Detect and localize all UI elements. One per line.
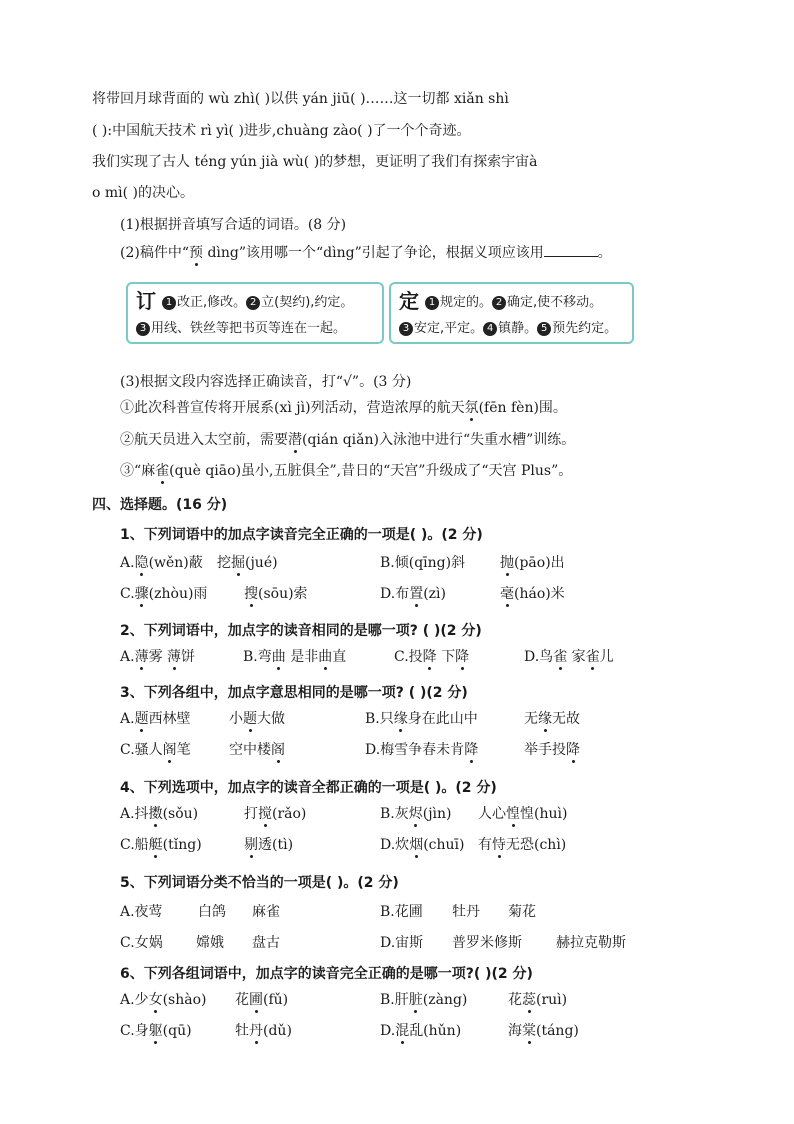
- text-span: C.船: [120, 837, 149, 853]
- text-span: 打: [244, 806, 258, 822]
- question-2-stem: 2、下列词语中，加点字的读音相同的是哪一项? ( )(2 分): [120, 623, 482, 639]
- text-span: 无: [524, 711, 538, 727]
- text-span: A.抖: [120, 806, 149, 822]
- text-span: D.: [380, 1023, 396, 1039]
- text-span: 小: [229, 711, 243, 727]
- passage-line-2: ( ):中国航天技术 rì yì( )进步,chuàng zào( )了一个个奇迹。: [92, 123, 471, 139]
- q4-option-a-word2: [244, 804, 306, 824]
- text-span: 笔: [176, 742, 191, 758]
- q3-option-d[interactable]: [365, 740, 478, 760]
- q3-option-d-word2: [524, 740, 580, 760]
- q5-option-a[interactable]: [120, 902, 163, 922]
- q2-option-c[interactable]: [394, 647, 469, 667]
- q4-option-c[interactable]: [120, 835, 202, 855]
- q5-option-a-word2: 白鸽: [198, 904, 226, 920]
- text-span: (sǒu): [162, 806, 199, 822]
- q1-option-c-word2: [244, 584, 308, 604]
- sense-number-icon: 3: [136, 322, 150, 336]
- entry-head: 订: [136, 289, 156, 313]
- q4-option-b-word2: [478, 804, 567, 824]
- q5-option-d[interactable]: [380, 933, 423, 953]
- q3-option-b-word2: [524, 709, 580, 729]
- dotted-char: 置: [409, 586, 424, 602]
- dotted-char: 蕊: [522, 992, 536, 1008]
- dotted-char: 降: [455, 649, 470, 665]
- text-span: D.宙斯: [380, 935, 424, 951]
- text-span: 无恐(chì): [506, 837, 567, 853]
- q2-option-d[interactable]: [524, 647, 614, 667]
- q3-option-a-word2: [229, 709, 285, 729]
- q6-option-c[interactable]: [120, 1021, 192, 1041]
- q6-option-c-word2: [235, 1021, 292, 1041]
- dotted-char: 曲: [318, 649, 333, 665]
- text-span: (fǔ): [263, 992, 289, 1008]
- text-span: D.布: [380, 586, 410, 602]
- dictionary-entry-ding2: 定 1 规定的。 2 确定,使不移动。 3 安定,平定。 4 镇静。 5 预先约定。: [389, 282, 634, 344]
- text-span: B.灰: [380, 806, 409, 822]
- text-span: (wěn)蔽: [148, 555, 203, 571]
- dotted-char: 烬: [408, 806, 423, 822]
- dotted-char: 掘: [231, 555, 245, 571]
- text-span: D.梅雪争春未肯: [365, 742, 465, 758]
- q3-option-a[interactable]: [120, 709, 191, 729]
- reading-item-1[interactable]: [120, 398, 567, 418]
- text-span: 家: [567, 649, 586, 665]
- dictionary-entry-ding1: 订 1 改正,修改。 2 立(契约),约定。 3 用线、铁丝等把书页等连在一起。: [126, 282, 384, 344]
- dotted-char: 阁: [162, 742, 177, 758]
- dotted-char: 降: [566, 742, 580, 758]
- q5-option-c[interactable]: [120, 933, 163, 953]
- text-span: 乱(hǔn): [409, 1023, 462, 1039]
- text-span: (táng): [536, 1023, 579, 1039]
- dotted-char: 混: [395, 1023, 410, 1039]
- q5-option-c-word2: 嫦娥: [196, 935, 224, 951]
- dotted-char: 预: [189, 245, 203, 261]
- dotted-char: 抛: [500, 555, 514, 571]
- text-span: 大做: [257, 711, 285, 727]
- q4-option-a[interactable]: [120, 804, 198, 824]
- passage-line-4: o mì( )的决心。: [92, 185, 195, 201]
- dotted-char: 女: [148, 992, 163, 1008]
- question-5-stem: 5、下列词语分类不恰当的一项是( )。(2 分): [120, 875, 399, 891]
- text-span: B.只: [365, 711, 394, 727]
- text-span: (pāo)出: [514, 555, 565, 571]
- dotted-char: 雀: [585, 649, 600, 665]
- dotted-char: 躯: [148, 1023, 163, 1039]
- text-span: (sōu)索: [258, 586, 308, 602]
- text-span: D.鸟: [524, 649, 554, 665]
- text-span: 举手投: [524, 742, 566, 758]
- q6-option-a[interactable]: [120, 990, 206, 1010]
- answer-blank[interactable]: [544, 242, 598, 257]
- dotted-char: 薄: [167, 649, 182, 665]
- text-span: (chuī): [423, 837, 465, 853]
- q5-option-c-word3: 盘古: [252, 935, 280, 951]
- q3-option-c[interactable]: [120, 740, 191, 760]
- text-span: B.肝: [380, 992, 409, 1008]
- sense-number-icon: 5: [537, 322, 551, 336]
- text-span: 西林壁: [148, 711, 191, 727]
- text-span: 。: [597, 245, 612, 261]
- dotted-char: 骤: [134, 586, 149, 602]
- q6-option-b[interactable]: [380, 990, 467, 1010]
- q3-option-b[interactable]: [365, 709, 478, 729]
- question-4-stem: 4、下列选项中，加点字的读音全都正确的一项是( )。(2 分): [120, 780, 497, 796]
- text-span: A.少: [120, 992, 149, 1008]
- text-span: B.倾(qīng)斜: [380, 555, 466, 571]
- passage-line-3: 我们实现了古人 téng yún jià wù( )的梦想，更证明了我们有探索宇宙à: [92, 154, 538, 170]
- passage-line-1: 将带回月球背面的 wù zhì( )以供 yán jiū( )……这一切都 xiǎn shì: [92, 91, 509, 107]
- text-span: A.夜莺: [120, 904, 163, 920]
- q5-option-b-word2: 牡丹: [452, 904, 480, 920]
- q6-option-d-word2: [508, 1021, 579, 1041]
- text-span: (fēn fèn)围。: [478, 400, 567, 416]
- text-span: B.花圃: [380, 904, 423, 920]
- dotted-char: 隐: [134, 555, 149, 571]
- sense-number-icon: 3: [399, 322, 413, 336]
- text-span: 挖: [217, 555, 231, 571]
- dotted-char: 圃: [249, 992, 263, 1008]
- q4-option-c-word2: [244, 835, 293, 855]
- q1-option-a-word2: [217, 553, 278, 573]
- q6-option-d[interactable]: [380, 1021, 461, 1041]
- text-span: C.投: [394, 649, 423, 665]
- dotted-char: 惶: [506, 806, 520, 822]
- text-span: A.: [120, 711, 135, 727]
- text-span: (2)稿件中“: [120, 245, 189, 261]
- sub-question-3: (3)根据文段内容选择正确读音，打“√”。(3 分): [120, 374, 412, 390]
- q5-option-d-word2: 普罗米修斯: [452, 935, 522, 951]
- text-span: B.弯: [243, 649, 272, 665]
- text-span: 空中楼: [229, 742, 271, 758]
- q1-option-c[interactable]: [120, 584, 207, 604]
- sense-number-icon: 1: [425, 296, 439, 310]
- text-span: D.炊: [380, 837, 410, 853]
- dotted-char: 搜: [244, 586, 258, 602]
- text-span: (zhòu)雨: [148, 586, 208, 602]
- q6-option-b-word2: [508, 990, 567, 1010]
- text-span: C.骚人: [120, 742, 163, 758]
- dotted-char: 毫: [500, 586, 514, 602]
- text-span: (ruì): [536, 992, 568, 1008]
- dotted-char: 缘: [538, 711, 552, 727]
- dotted-char: 脏: [408, 992, 423, 1008]
- text-span: ③“麻: [120, 463, 156, 479]
- text-span: 透(tì): [258, 837, 294, 853]
- text-span: 雾: [148, 649, 168, 665]
- reading-item-2[interactable]: [120, 430, 575, 450]
- text-span: (qū): [162, 1023, 192, 1039]
- text-span: A.: [120, 649, 135, 665]
- text-span: 海: [508, 1023, 522, 1039]
- q3-option-c-word2: [229, 740, 285, 760]
- text-span: 有: [478, 837, 492, 853]
- dotted-char: 擞: [148, 806, 163, 822]
- text-span: (zàng): [422, 992, 468, 1008]
- dotted-char: 雀: [155, 463, 170, 479]
- text-span: 直: [332, 649, 347, 665]
- dotted-char: 搅: [258, 806, 272, 822]
- sub-question-2: [120, 242, 612, 263]
- text-span: 花: [508, 992, 522, 1008]
- text-span: (jué): [245, 555, 278, 571]
- q5-option-b-word3: 菊花: [508, 904, 536, 920]
- text-span: 人心: [478, 806, 506, 822]
- text-span: A.: [120, 555, 135, 571]
- text-span: 儿: [599, 649, 614, 665]
- text-span: (tǐng): [162, 837, 202, 853]
- question-3-stem: 3、下列各组中，加点字意思相同的是哪一项? ( )(2 分): [120, 685, 468, 701]
- q4-option-d-word2: [478, 835, 566, 855]
- dotted-char: 剔: [244, 837, 258, 853]
- dotted-char: 潜: [288, 432, 302, 448]
- text-span: (zì): [423, 586, 446, 602]
- dotted-char: 降: [464, 742, 479, 758]
- text-span: 是非: [285, 649, 319, 665]
- text-span: C.身: [120, 1023, 149, 1039]
- q6-option-a-word2: [235, 990, 288, 1010]
- text-span: 饼: [181, 649, 196, 665]
- sense-number-icon: 2: [246, 296, 260, 310]
- sense-number-icon: 4: [483, 322, 497, 336]
- text-span: 牡: [235, 1023, 249, 1039]
- q4-option-b[interactable]: [380, 804, 452, 824]
- dotted-char: 艇: [148, 837, 163, 853]
- question-6-stem: 6、下列各组词语中，加点字的读音完全正确的是哪一项?( )(2 分): [120, 966, 533, 982]
- text-span: (jìn): [422, 806, 452, 822]
- text-span: (qián qiǎn)入泳池中进行“失重水槽”训练。: [302, 432, 576, 448]
- dotted-char: 丹: [249, 1023, 263, 1039]
- entry-head: 定: [399, 289, 419, 313]
- text-span: (háo)米: [514, 586, 565, 602]
- dotted-char: 缘: [393, 711, 408, 727]
- text-span: dìng”该用哪一个“dìng”引起了争论，根据义项应该用: [203, 245, 544, 261]
- q5-option-a-word3: 麻雀: [252, 904, 280, 920]
- q1-option-b-word2: [500, 553, 565, 573]
- text-span: 身在此山中: [407, 711, 478, 727]
- dotted-char: 阁: [271, 742, 285, 758]
- reading-item-3[interactable]: [120, 461, 572, 481]
- dotted-char: 曲: [271, 649, 286, 665]
- dotted-char: 烟: [409, 837, 424, 853]
- sub-question-1: (1)根据拼音填写合适的词语。(8 分): [120, 217, 347, 233]
- q1-option-a[interactable]: [120, 553, 203, 573]
- question-1-stem: 1、下列词语中的加点字读音完全正确的一项是( )。(2 分): [120, 527, 483, 543]
- dotted-char: 恃: [492, 837, 506, 853]
- text-span: (shào): [162, 992, 207, 1008]
- text-span: 下: [436, 649, 456, 665]
- q5-option-b[interactable]: [380, 902, 423, 922]
- text-span: 无故: [552, 711, 580, 727]
- dotted-char: 棠: [522, 1023, 536, 1039]
- dotted-char: 题: [243, 711, 257, 727]
- text-span: (rǎo): [272, 806, 307, 822]
- dotted-char: 降: [422, 649, 437, 665]
- text-span: (dǔ): [263, 1023, 292, 1039]
- text-span: C.女娲: [120, 935, 163, 951]
- q2-option-b[interactable]: [243, 647, 346, 667]
- q4-option-d[interactable]: [380, 835, 464, 855]
- text-span: ②航天员进入太空前，需要: [120, 432, 288, 448]
- q1-option-d-word2: [500, 584, 565, 604]
- text-span: C.: [120, 586, 135, 602]
- dotted-char: 题: [134, 711, 149, 727]
- q5-option-d-word3: 赫拉克勒斯: [556, 935, 626, 951]
- dotted-char: 薄: [134, 649, 149, 665]
- text-span: 惶(huì): [520, 806, 568, 822]
- dotted-char: 氛: [464, 400, 479, 416]
- q1-option-b[interactable]: [380, 553, 465, 573]
- sense-number-icon: 2: [492, 296, 506, 310]
- text-span: (què qiāo)虽小,五脏俱全”,昔日的“天宫”升级成了“天宫 Plus”。: [169, 463, 573, 479]
- dotted-char: 雀: [553, 649, 568, 665]
- text-span: ①此次科普宣传将开展系(xì jì)列活动，营造浓厚的航天: [120, 400, 465, 416]
- sense-number-icon: 1: [162, 296, 176, 310]
- text-span: 花: [235, 992, 249, 1008]
- q2-option-a[interactable]: [120, 647, 195, 667]
- section-heading: 四、选择题。(16 分): [92, 497, 228, 513]
- q1-option-d[interactable]: [380, 584, 446, 604]
